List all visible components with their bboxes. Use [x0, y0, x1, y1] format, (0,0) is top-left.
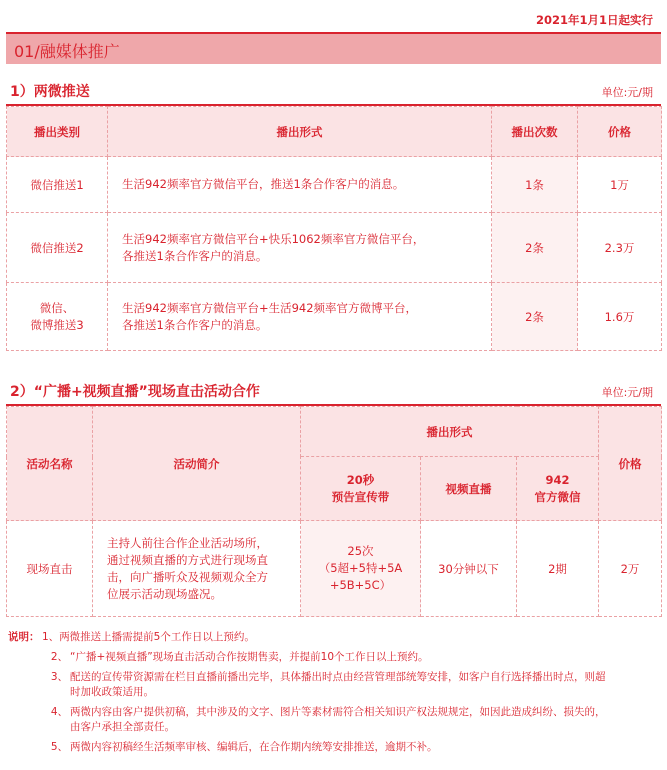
table-row — [7, 157, 662, 213]
part2-table — [6, 406, 662, 617]
note-item — [8, 670, 658, 700]
header-wechat-line: 官方微信 — [534, 489, 581, 504]
note-text: 两微推送上播需提前5个工作日以上预约。 — [59, 631, 255, 643]
section-title: 01/融媒体推广 — [14, 42, 120, 61]
header-form: 播出形式 — [108, 107, 492, 157]
note-index: 3、 — [50, 671, 68, 683]
notes — [8, 630, 658, 755]
row-activity-name: 现场直击 — [7, 521, 93, 617]
part2-unit: 单位:元/期 — [601, 386, 653, 399]
row-price: 2.3万 — [578, 213, 662, 283]
note-line: 时加收政策适用。 — [70, 686, 154, 698]
row-count: 2条 — [492, 283, 578, 351]
notes-label: 说明： — [8, 631, 40, 643]
part2-header-row — [7, 407, 662, 457]
part2-title: 2）“广播+视频直播”现场直击活动合作 — [10, 384, 260, 400]
part1-title: 1）两微推送 — [10, 84, 90, 100]
note-index: 2、 — [50, 651, 68, 663]
promo-line: +5B+5C） — [329, 578, 392, 592]
category-line: 微博推送3 — [30, 317, 84, 332]
category-line: 微信、 — [39, 300, 75, 315]
header-activity-intro: 活动简介 — [93, 407, 301, 521]
note-text: “广播+视频直播”现场直击活动合作按期售卖，并提前10个工作日以上预约。 — [70, 651, 429, 663]
header-category: 播出类别 — [7, 107, 108, 157]
header-promo-line: 20秒 — [346, 472, 375, 487]
header-price: 价格 — [578, 107, 662, 157]
effective-date: 2021年1月1日起实行 — [535, 13, 653, 27]
part1-table — [6, 106, 662, 351]
row-count: 2条 — [492, 213, 578, 283]
note-item — [8, 630, 658, 645]
note-line: 由客户承担全部责任。 — [70, 721, 175, 733]
table-row — [7, 521, 662, 617]
note-index: 4、 — [50, 706, 68, 718]
row-count: 1条 — [492, 157, 578, 213]
note-item — [8, 650, 658, 665]
header-wechat — [517, 457, 599, 521]
row-promo — [301, 521, 421, 617]
header-live: 视频直播 — [421, 457, 517, 521]
row-price: 2万 — [599, 521, 662, 617]
note-text: 两微内容初稿经生活频率审核、编辑后，在合作期内统筹安排推送，逾期不补。 — [70, 741, 438, 753]
note-line: 两微内容由客户提供初稿，其中涉及的文字、图片等素材需符合相关知识产权法规规定，如因此造成纠纷、损失的， — [70, 706, 606, 718]
row-price: 1.6万 — [578, 283, 662, 351]
row-form: 生活942频率官方微信平台，推送1条合作客户的消息。 — [108, 157, 492, 213]
row-live: 30分钟以下 — [421, 521, 517, 617]
intro-line: 主持人前往合作企业活动场所， — [107, 535, 268, 550]
intro-line: 位展示活动现场盛况。 — [107, 586, 222, 601]
note-index: 5、 — [50, 741, 68, 753]
header-promo-line: 预告宣传带 — [331, 489, 390, 504]
table-row — [7, 213, 662, 283]
form-line: 生活942频率官方微信平台+快乐1062频率官方微信平台， — [122, 231, 425, 246]
header-broadcast-form: 播出形式 — [301, 407, 599, 457]
header-count: 播出次数 — [492, 107, 578, 157]
part1-header-row — [7, 107, 662, 157]
section-title-bar — [6, 32, 661, 64]
header-activity-name: 活动名称 — [7, 407, 93, 521]
table-row — [7, 283, 662, 351]
header-wechat-line: 942 — [545, 472, 570, 487]
note-item — [8, 740, 658, 755]
note-item — [8, 705, 658, 735]
promo-line: 25次 — [347, 544, 374, 558]
part1-unit: 单位:元/期 — [601, 86, 653, 99]
intro-line: 通过视频直播的方式进行现场直 — [107, 552, 268, 567]
intro-line: 击，向广播听众及视频观众全方 — [107, 569, 268, 584]
note-index: 1、 — [42, 631, 60, 643]
note-text — [70, 705, 658, 735]
header-price: 价格 — [599, 407, 662, 521]
form-line: 各推送1条合作客户的消息。 — [122, 248, 268, 263]
row-form — [108, 283, 492, 351]
note-line: 配送的宣传带资源需在栏目直播前播出完毕，具体播出时点由经营管理部统筹安排，如客户自行选择播出时点，则超 — [70, 671, 606, 683]
row-category: 微信推送2 — [7, 213, 108, 283]
form-line: 各推送1条合作客户的消息。 — [122, 317, 268, 332]
row-wechat: 2期 — [517, 521, 599, 617]
row-price: 1万 — [578, 157, 662, 213]
header-promo — [301, 457, 421, 521]
row-category: 微信推送1 — [7, 157, 108, 213]
row-category — [7, 283, 108, 351]
form-line: 生活942频率官方微信平台+生活942频率官方微博平台， — [122, 300, 418, 315]
row-form — [108, 213, 492, 283]
note-text — [70, 670, 658, 700]
row-activity-intro — [93, 521, 301, 617]
promo-line: （5超+5特+5A — [318, 561, 403, 575]
